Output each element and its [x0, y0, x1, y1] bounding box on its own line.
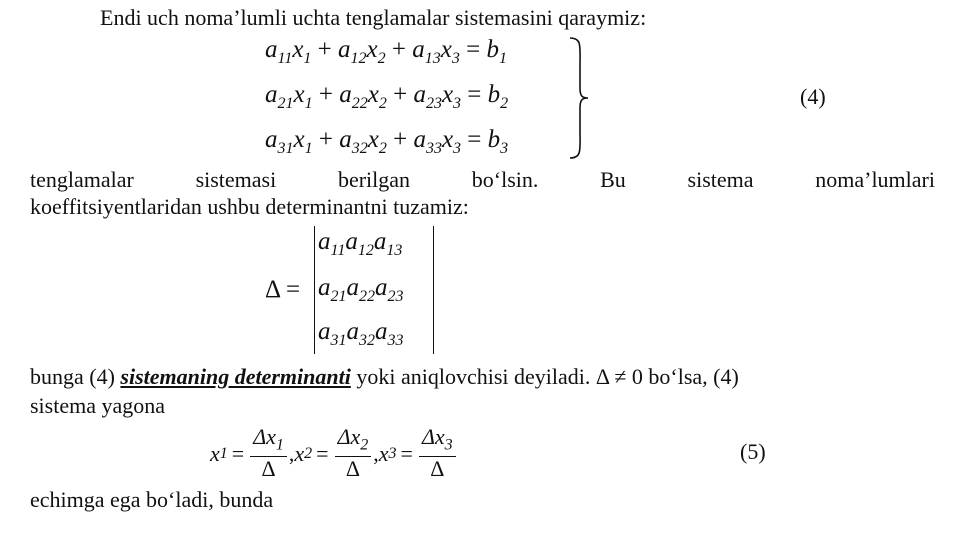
paragraph-2-line-1: bunga (4) sistemaning determinanti yoki aniqlovchisi deyiladi. Δ ≠ 0 bo‘lsa, (4) — [30, 364, 739, 389]
delta-condition: Δ ≠ 0 — [595, 364, 643, 389]
right-brace-icon — [568, 36, 592, 160]
determinant-row-2: $a_{21}a_{22}a_{23}$ — [318, 274, 404, 305]
equation-row-1: $a_{11}x_1 + a_{12}x_2 + a_{13}x_3 = b_1$ — [265, 36, 507, 67]
paragraph-1-line-2: koeffitsiyentlaridan ushbu determinantni tuzamiz: — [30, 194, 469, 219]
paragraph-2-line-2: sistema yagona — [30, 393, 166, 418]
determinant-row-3: $a_{31}a_{32}a_{33}$ — [318, 318, 404, 349]
determinant-row-1: $a_{11}a_{12}a_{13}$ — [318, 228, 403, 259]
key-term: sistemaning determinanti — [120, 364, 351, 389]
cramer-formula: x 1 = $\frac{\Delta x_1}{\Delta}$ , x 2 = $\frac{\Delta x_2}{\Delta}$ , x 3 = $\frac{\Delta x_3}{\Delta}$ — [210, 426, 458, 481]
closing-text: echimga ega bo‘ladi, bunda — [30, 487, 274, 512]
equation-label-5: (5) — [740, 439, 766, 464]
equation-label-4: (4) — [800, 84, 826, 109]
fraction-x1: $\frac{\Delta x_1}{\Delta}$ — [250, 426, 287, 481]
equation-row-2: $a_{21}x_1 + a_{22}x_2 + a_{23}x_3 = b_2$ — [265, 81, 509, 112]
intro-text: Endi uch noma’lumli uchta tenglamalar sistemasini qaraymiz: — [100, 5, 647, 30]
determinant-matrix — [314, 226, 434, 354]
fraction-x2: $\frac{\Delta x_2}{\Delta}$ — [335, 426, 372, 481]
fraction-x3: $\frac{\Delta x_3}{\Delta}$ — [419, 426, 456, 481]
paragraph-1-line-1: tenglamalar sistemasi berilgan bo‘lsin. Bu sistema noma’lumlari — [30, 167, 935, 192]
equation-row-3: $a_{31}x_1 + a_{32}x_2 + a_{33}x_3 = b_3$ — [265, 126, 509, 157]
delta-lhs: Δ = — [265, 276, 301, 303]
